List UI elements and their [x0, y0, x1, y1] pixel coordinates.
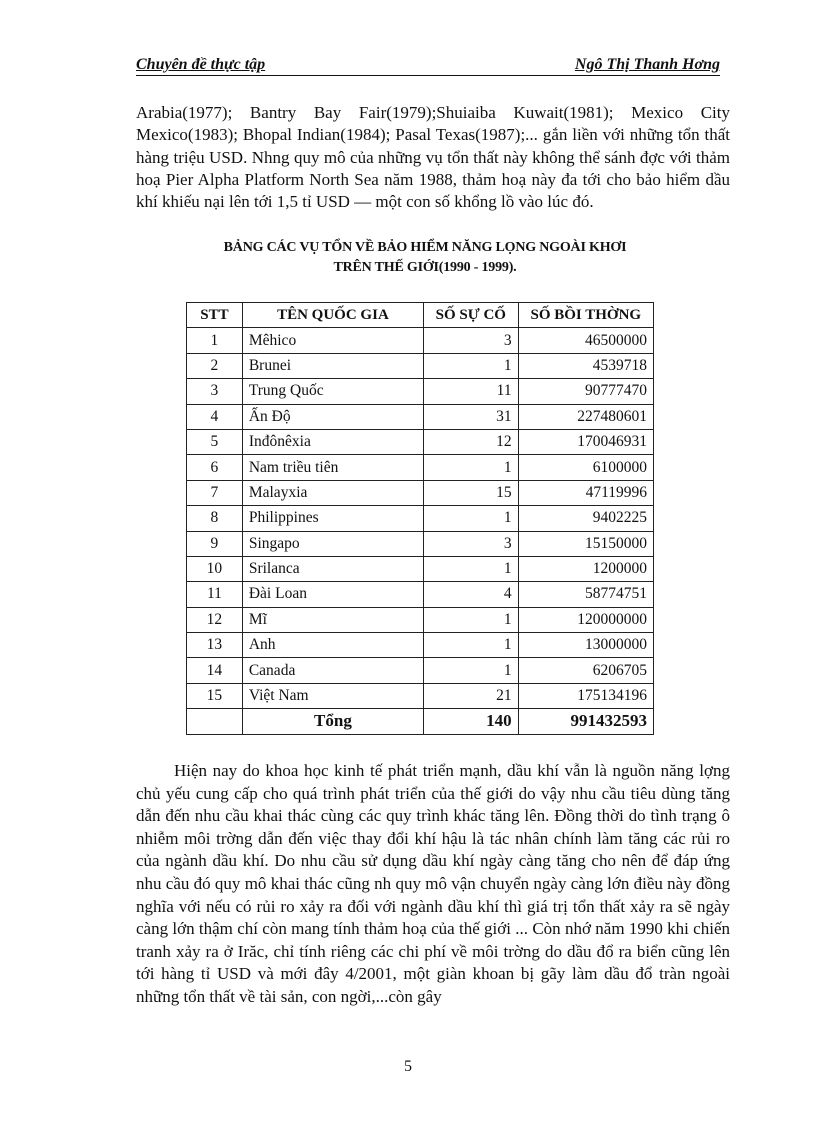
- intro-paragraph-text: Arabia(1977); Bantry Bay Fair(1979);Shuiaiba Kuwait(1981); Mexico City Mexico(1983); Bhopal Indian(1984); Pasal Texas(1987);... gắn liền với những tổn thất hàng triệu USD. Nhng quy mô của những vụ tổn thất này không thể sánh đợc với thảm hoạ Pier Alpha Platform North Sea năm 1988, thảm hoạ này đa tới cho bảo hiểm dầu khí khiếu nại lên tới 1,5 tỉ USD — một con số khổng lồ vào lúc đó.: [136, 103, 730, 212]
- row-compensation: 13000000: [518, 633, 653, 658]
- table-row: [187, 455, 654, 480]
- row-incident-count: 4: [424, 582, 519, 607]
- table-row: [187, 506, 654, 531]
- table-row: [187, 353, 654, 378]
- row-incident-count: 15: [424, 480, 519, 505]
- table-body: [187, 328, 654, 709]
- row-stt: 10: [187, 556, 243, 581]
- row-country: Đài Loan: [242, 582, 423, 607]
- row-country: Anh: [242, 633, 423, 658]
- row-stt: 12: [187, 607, 243, 632]
- header-rule: [136, 75, 720, 76]
- table-row: [187, 379, 654, 404]
- row-compensation: 120000000: [518, 607, 653, 632]
- page-number: 5: [404, 1058, 412, 1075]
- row-compensation: 15150000: [518, 531, 653, 556]
- loss-statistics-table: [186, 302, 654, 735]
- table-row: [187, 531, 654, 556]
- table-row: [187, 633, 654, 658]
- table-row: [187, 683, 654, 708]
- table-caption-line-1: BẢNG CÁC VỤ TỔN VỀ BẢO HIỂM NĂNG LỌNG NGOÀI KHƠI: [223, 240, 627, 255]
- row-country: Trung Quốc: [242, 379, 423, 404]
- row-stt: 2: [187, 353, 243, 378]
- row-incident-count: 12: [424, 429, 519, 454]
- table-row: [187, 328, 654, 353]
- row-compensation: 47119996: [518, 480, 653, 505]
- row-incident-count: 3: [424, 328, 519, 353]
- row-country: Philippines: [242, 506, 423, 531]
- row-stt: 1: [187, 328, 243, 353]
- row-stt: 5: [187, 429, 243, 454]
- row-compensation: 4539718: [518, 353, 653, 378]
- header-document-type: Chuyên đề thực tập: [136, 56, 266, 73]
- row-compensation: 6206705: [518, 658, 653, 683]
- table-row: [187, 658, 654, 683]
- total-amount: 991432593: [518, 709, 653, 734]
- row-stt: 6: [187, 455, 243, 480]
- row-compensation: 1200000: [518, 556, 653, 581]
- page-header: [136, 56, 720, 78]
- header-stt: STT: [187, 303, 243, 328]
- header-author: Ngô Thị Thanh Hơng: [574, 56, 720, 73]
- total-stt-cell: [187, 709, 243, 734]
- total-count: 140: [424, 709, 519, 734]
- row-compensation: 58774751: [518, 582, 653, 607]
- table-row: [187, 582, 654, 607]
- row-compensation: 227480601: [518, 404, 653, 429]
- row-country: Inđônêxia: [242, 429, 423, 454]
- header-country: TÊN QUỐC GIA: [242, 303, 423, 328]
- body-paragraph: Hiện nay do khoa học kinh tế phát triển mạnh, dầu khí vẫn là nguồn năng lợng chủ yếu cung cấp cho quá trình phát triển của thế giới do vậy nhu cầu tiêu dùng tăng dẫn đến nhu cầu khai thác cùng các quy trình khác tăng lên. Đồng thời do tình trạng ô nhiễm môi trờng dẫn đến việc thay đổi khí hậu là tác nhân chính làm tăng các rủi ro của ngành dầu khí. Do nhu cầu sử dụng dầu khí ngày càng tăng cho nên để đáp ứng nhu cầu đó quy mô khai thác cũng nh quy mô vận chuyển ngày càng lớn điều này đồng nghĩa với nếu có rủi ro xảy ra đối với ngành dầu khí thì giá trị tổn thất xảy ra sẽ ngày càng lớn thậm chí còn mang tính thảm hoạ của thế giới ... Còn nhớ năm 1990 khi chiến tranh xảy ra ở Irăc, chỉ tính riêng các chi phí về môi trờng do dầu đổ ra biển cũng lên tới hàng tỉ USD và mới đây 4/2001, một giàn khoan bị gãy làm dầu đổ tràn ngoài những tổn thất về tài sản, con ngời,...còn gây: [136, 761, 730, 1006]
- row-country: Srilanca: [242, 556, 423, 581]
- row-incident-count: 1: [424, 455, 519, 480]
- row-incident-count: 1: [424, 556, 519, 581]
- row-compensation: 6100000: [518, 455, 653, 480]
- table-caption: [140, 238, 710, 278]
- row-compensation: 90777470: [518, 379, 653, 404]
- row-incident-count: 1: [424, 353, 519, 378]
- row-country: Việt Nam: [242, 683, 423, 708]
- table-caption-line-2: TRÊN THẾ GIỚI(1990 - 1999).: [333, 260, 517, 275]
- table-total-row: [187, 709, 654, 734]
- row-stt: 8: [187, 506, 243, 531]
- row-country: Singapo: [242, 531, 423, 556]
- row-compensation: 9402225: [518, 506, 653, 531]
- row-country: Canada: [242, 658, 423, 683]
- row-stt: 11: [187, 582, 243, 607]
- intro-paragraph: [136, 102, 730, 213]
- row-incident-count: 11: [424, 379, 519, 404]
- row-country: Brunei: [242, 353, 423, 378]
- row-incident-count: 21: [424, 683, 519, 708]
- row-incident-count: 1: [424, 607, 519, 632]
- row-compensation: 175134196: [518, 683, 653, 708]
- table-row: [187, 404, 654, 429]
- row-country: Mêhico: [242, 328, 423, 353]
- row-stt: 9: [187, 531, 243, 556]
- row-compensation: 46500000: [518, 328, 653, 353]
- total-label: Tổng: [242, 709, 423, 734]
- table-row: [187, 556, 654, 581]
- row-country: Nam triều tiên: [242, 455, 423, 480]
- row-country: Mĩ: [242, 607, 423, 632]
- header-incident-count: SỐ SỰ CỐ: [424, 303, 519, 328]
- row-stt: 14: [187, 658, 243, 683]
- table-row: [187, 429, 654, 454]
- row-country: Ấn Độ: [242, 404, 423, 429]
- row-stt: 3: [187, 379, 243, 404]
- row-compensation: 170046931: [518, 429, 653, 454]
- row-incident-count: 1: [424, 633, 519, 658]
- table-row: [187, 607, 654, 632]
- row-incident-count: 3: [424, 531, 519, 556]
- table-row: [187, 480, 654, 505]
- header-compensation: SỐ BỒI THỜNG: [518, 303, 653, 328]
- table-header-row: [187, 303, 654, 328]
- row-stt: 13: [187, 633, 243, 658]
- row-stt: 15: [187, 683, 243, 708]
- row-country: Malayxia: [242, 480, 423, 505]
- row-incident-count: 1: [424, 506, 519, 531]
- row-incident-count: 1: [424, 658, 519, 683]
- row-stt: 4: [187, 404, 243, 429]
- row-stt: 7: [187, 480, 243, 505]
- row-incident-count: 31: [424, 404, 519, 429]
